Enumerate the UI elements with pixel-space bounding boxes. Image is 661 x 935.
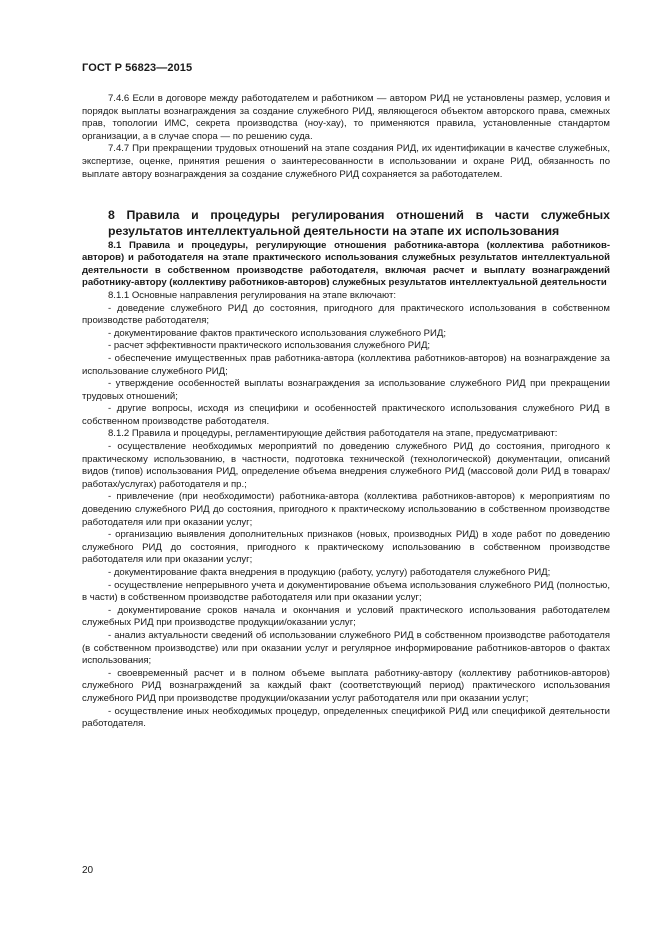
document-content (82, 93, 610, 731)
list-item: - расчет эффективности практического использования служебного РИД; (108, 340, 431, 352)
subsection-8-1-title: 8.1 Правила и процедуры, регулирующие отношения работника-автора (коллектива работников-авторов) и работодателя на этапе практического использования служебных результатов интеллектуальной деятельности в собственном производстве работодателя, включая расчет и выплату вознаграждений работнику-автору (коллективу работников-авторов) служебных результатов интеллектуальной деятельности (82, 239, 610, 289)
list-item: - документирование сроков начала и окончания и условий практического использования работодателем служебных РИД при производстве продукции/оказании услуг; (82, 604, 610, 629)
paragraph-7-4-6: 7.4.6 Если в договоре между работодателем и работником — автором РИД не установлены размер, условия и порядок выплаты вознаграждения за создание служебного РИД, являющегося объектом авторского права, смежных прав, топологии ИМС, секрета производства (ноу-хау), то применяются правила, установленные стандартом организации, а в случае спора — по решению суда. (82, 93, 610, 142)
list-item: - другие вопросы, исходя из специфики и особенностей практического использования служебного РИД в собственном производстве работодателя. (82, 403, 610, 427)
list-item: - организацию выявления дополнительных признаков (новых, производных РИД) в ходе работ по доведению служебного РИД до состояния, пригодного к практическому использованию в собственном производстве работодателя или при оказании услуг; (82, 529, 610, 566)
list-item: - анализ актуальности сведений об использовании служебного РИД в собственном производстве работодателя (в собственном производстве) или при оказании услуг и регулярное информирование работников-авторов о фактах использования; (82, 629, 610, 667)
paragraph-8-1-2: 8.1.2 Правила и процедуры, регламентирующие действия работодателя на этапе, предусматривают: (108, 428, 558, 440)
paragraph-7-4-7: 7.4.7 При прекращении трудовых отношений на этапе создания РИД, их идентификации в качестве служебных, экспертизе, оценке, принятия решения о заинтересованности в использовании и охране РИД, обязанность по выплате автору вознаграждения за создание служебного РИД сохраняется за работодателем. (82, 143, 610, 180)
list-item: - доведение служебного РИД до состояния, пригодного для практического использования в собственном производстве работодателя; (82, 302, 610, 327)
list-item: - осуществление непрерывного учета и документирование объема использования служебного РИД (полностью, в части) в собственном производстве работодателя или при оказании услуг; (82, 579, 610, 604)
list-item: - своевременный расчет и в полном объеме выплата работнику-автору (коллективу работников-авторов) служебного РИД вознаграждений за каждый факт (соответствующий период) практического использования служебного РИД при производстве продукции/оказании услуг работодателя или при оказании услуг; (82, 667, 610, 704)
standard-header: ГОСТ Р 56823—2015 (82, 62, 193, 74)
page-number: 20 (82, 865, 94, 876)
list-item: - документирование факта внедрения в продукцию (работу, услугу) работодателя служебного РИД; (108, 567, 551, 578)
list-item: - осуществление иных необходимых процедур, определенных спецификой РИД или спецификой деятельности работодателя. (82, 705, 610, 730)
list-item: - документирование фактов практического использования служебного РИД; (108, 327, 447, 339)
list-item: - утверждение особенностей выплаты вознаграждения за использование служебного РИД при прекращении трудовых отношений; (82, 378, 610, 402)
list-item: - привлечение (при необходимости) работника-автора (коллектива работников-авторов) к мероприятиям по доведению служебного РИД до состояния, пригодного к практическому использованию в собственном производстве работодателя или при оказании услуг; (82, 491, 610, 528)
list-item: - обеспечение имущественных прав работника-автора (коллектива работников-авторов) на вознаграждение за использование служебного РИД; (82, 352, 610, 377)
paragraph-8-1-1: 8.1.1 Основные направления регулирования на этапе включают: (108, 289, 396, 301)
list-item: - осуществление необходимых мероприятий по доведению служебного РИД до состояния, пригодного к практическому использованию, в частности, подготовка технической (технологической) документации, описаний видов (типов) использования РИД, определение объема внедрения служебного РИД (массовой доли РИД в товарах/работах/услугах) работодателя и пр.; (82, 441, 610, 490)
section-8-title: 8 Правила и процедуры регулирования отношений в части служебных результатов интеллектуальной деятельности на этапе их использования (108, 208, 610, 239)
